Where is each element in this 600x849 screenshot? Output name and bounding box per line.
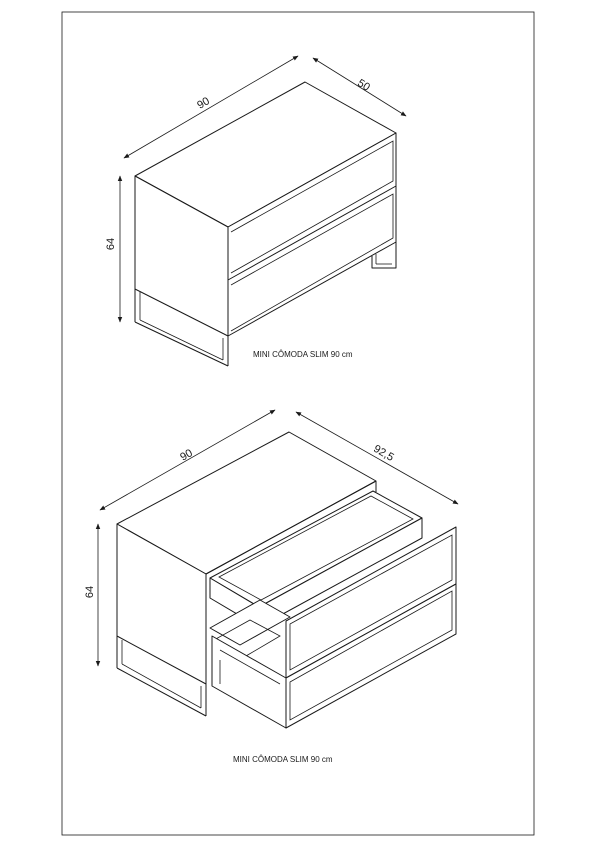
dresser-open-view [117, 432, 456, 728]
depth-dimension-label-2: 92,5 [371, 442, 396, 464]
depth-dimension-label: 50 [355, 77, 372, 94]
width-dimension-label: 90 [195, 95, 212, 112]
height-dimension-label-2: 64 [84, 585, 96, 599]
height-dimension-label: 64 [105, 237, 117, 251]
width-dimension-label-2: 90 [178, 447, 195, 464]
caption-drawing-1: MINI CÔMODA SLIM 90 cm [253, 350, 353, 359]
caption-drawing-2: MINI CÔMODA SLIM 90 cm [233, 755, 333, 764]
dresser-closed-view [135, 82, 396, 366]
